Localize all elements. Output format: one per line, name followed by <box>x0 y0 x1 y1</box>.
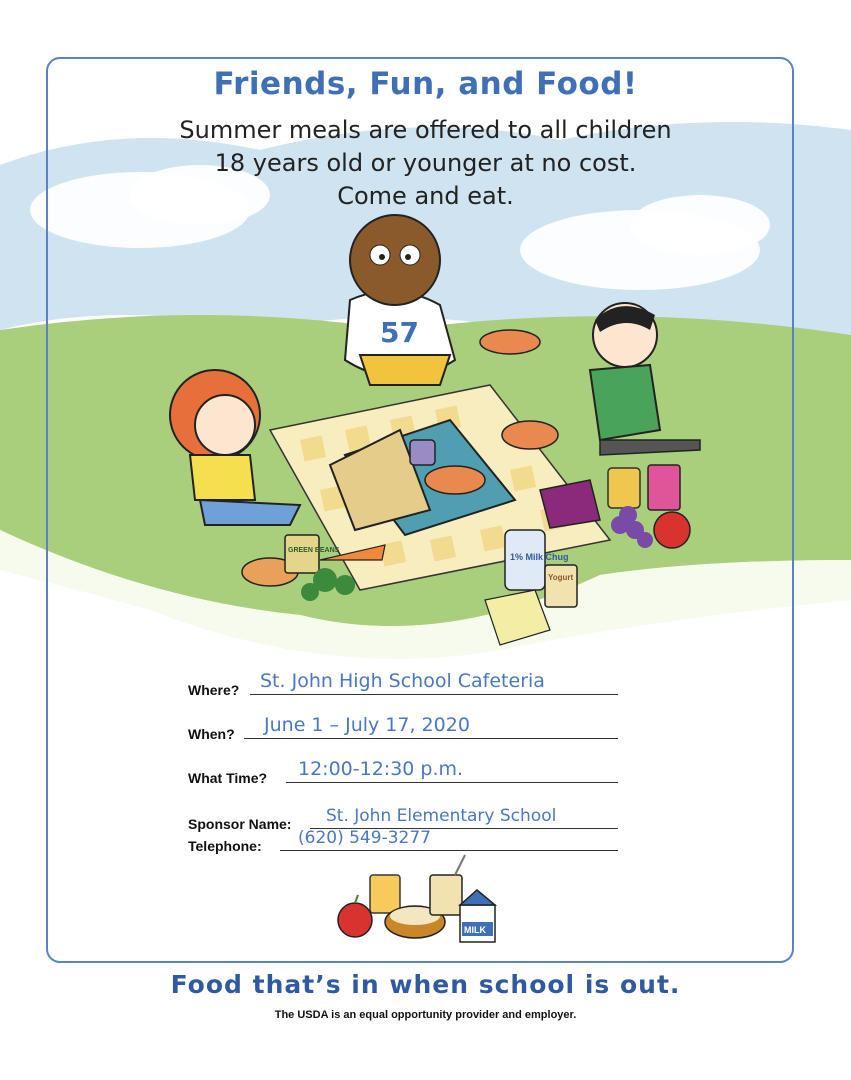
time-label: What Time? <box>188 770 268 786</box>
telephone-label: Telephone: <box>188 838 262 854</box>
usda-disclaimer: The USDA is an equal opportunity provider and employer. <box>274 1009 577 1021</box>
milk-chug-label: 1% Milk Chug <box>510 552 569 562</box>
telephone-value: (620) 549-3277 <box>298 828 431 848</box>
when-underline <box>244 738 618 739</box>
where-underline <box>250 694 618 695</box>
subtitle-line-2: 18 years old or younger at no cost. <box>214 149 637 177</box>
where-label: Where? <box>188 682 240 698</box>
bread-loaf <box>425 466 485 494</box>
when-label: When? <box>188 726 235 742</box>
bottom-food-illustration <box>330 850 510 950</box>
time-row <box>188 756 618 786</box>
when-value: June 1 – July 17, 2020 <box>264 714 470 736</box>
sponsor-label: Sponsor Name: <box>188 816 292 832</box>
time-value: 12:00-12:30 p.m. <box>298 758 464 780</box>
when-row <box>188 712 618 742</box>
green-beans-label: GREEN BEANS <box>288 547 340 554</box>
cup-in-box <box>410 440 435 465</box>
subtitle-line-3: Come and eat. <box>337 182 514 210</box>
where-row <box>188 668 618 698</box>
where-value: St. John High School Cafeteria <box>260 670 545 692</box>
child-right <box>502 303 700 455</box>
child-center <box>345 215 540 385</box>
subtitle-line-1: Summer meals are offered to all children <box>179 116 672 144</box>
time-underline <box>286 782 618 783</box>
flyer-title: Friends, Fun, and Food! <box>213 66 638 102</box>
footer-tagline: Food that’s in when school is out. <box>170 970 681 999</box>
yogurt-label: Yogurt <box>548 573 574 582</box>
jersey-number: 57 <box>380 316 419 349</box>
sponsor-value: St. John Elementary School <box>326 806 557 826</box>
milk-carton-label: MILK <box>464 925 486 935</box>
